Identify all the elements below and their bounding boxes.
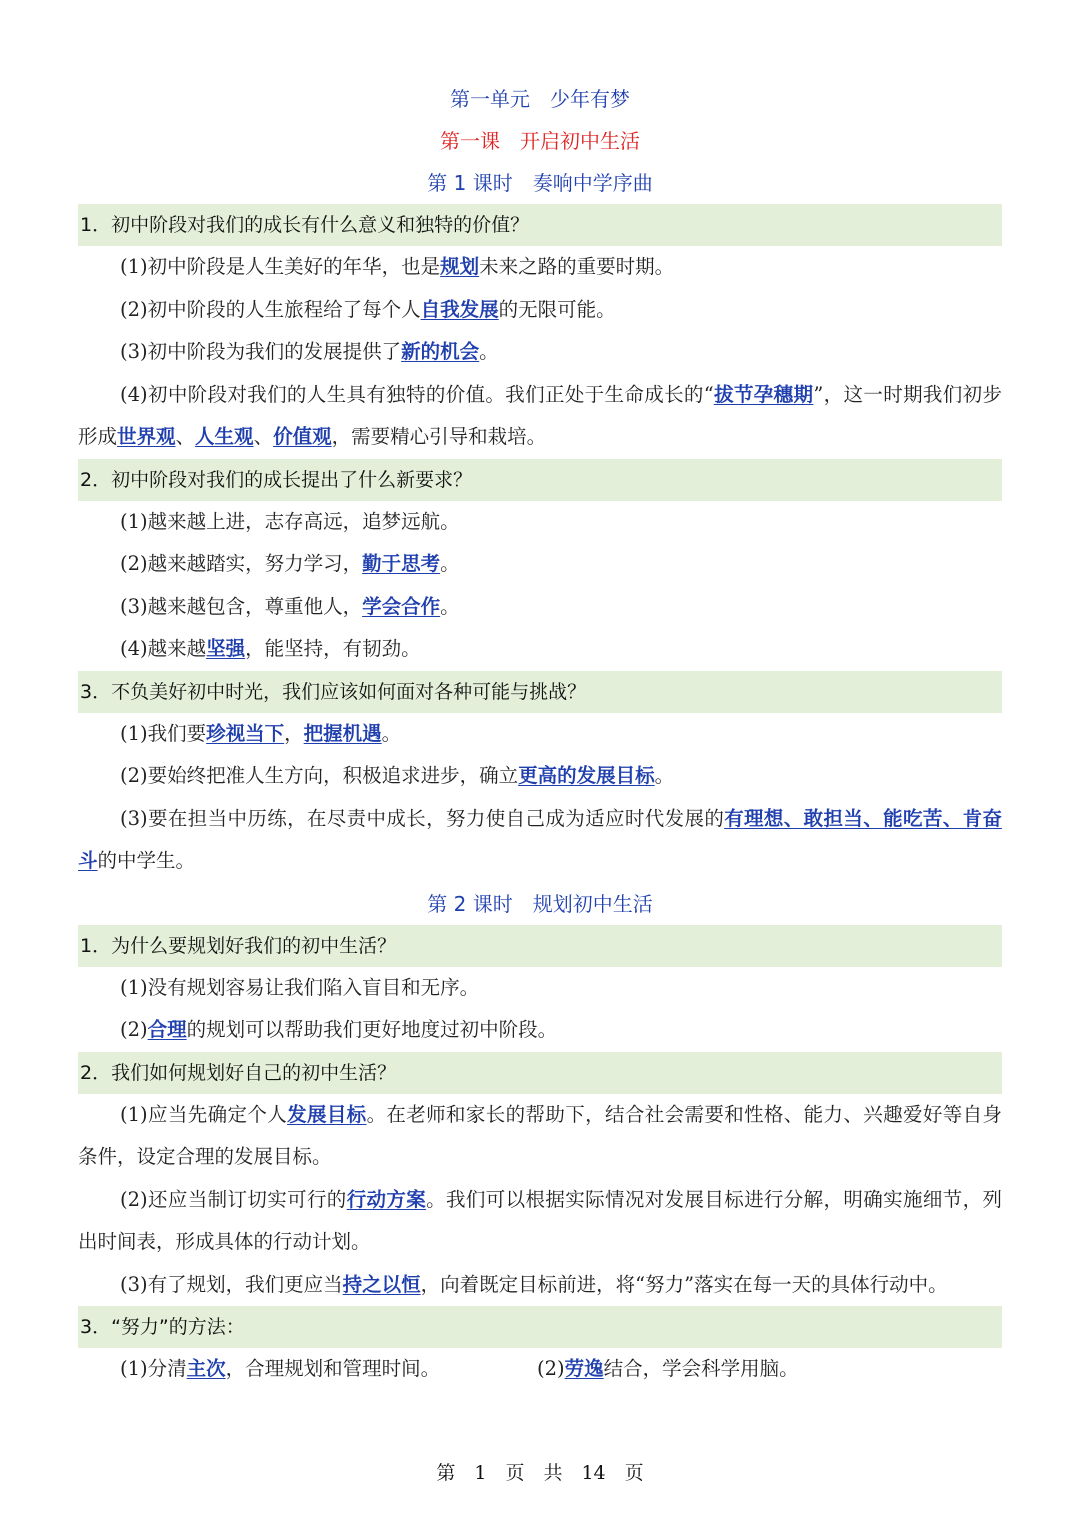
- keyword: 规划: [440, 255, 480, 278]
- lesson-title: 第一课 开启初中生活: [440, 129, 640, 153]
- answer-1-1-2: (2)初中阶段的人生旅程给了每个人自我发展的无限可能。: [120, 297, 616, 321]
- answer-2-3-row: [78, 1348, 1002, 1391]
- answer-2-3-2: (2)劳逸结合，学会科学用脑。: [537, 1357, 799, 1380]
- period-2-title: 第 2 课时 规划初中生活: [427, 891, 653, 916]
- keyword: 持之以恒: [342, 1272, 421, 1296]
- page-footer: 第 1 页 共 14 页: [436, 1462, 644, 1484]
- answer-1-1-1: (1)初中阶段是人生美好的年华，也是规划未来之路的重要时期。: [120, 255, 675, 278]
- answer-2-2-3: (3)有了规划，我们更应当持之以恒，向着既定目标前进，将“努力”落实在每一天的具体行动中。: [120, 1272, 948, 1296]
- keyword: 发展目标: [287, 1102, 367, 1126]
- keyword: 勤于思考: [362, 552, 441, 575]
- unit-title: 第一单元 少年有梦: [450, 87, 630, 111]
- answer-1-2-3: (3)越来越包含，尊重他人，学会合作。: [120, 594, 460, 618]
- question-1-2: 2．初中阶段对我们的成长提出了什么新要求？: [78, 459, 1002, 501]
- answer-2-1-1: (1)没有规划容易让我们陷入盲目和无序。: [120, 975, 480, 999]
- answer-1-1-4: (4)初中阶段对我们的人生具有独特的价值。我们正处于生命成长的“拔节孕穗期”，这一时期我们初步形成世界观、人生观、价值观，需要精心引导和栽培。: [78, 382, 1002, 448]
- keyword: 劳逸: [564, 1357, 604, 1380]
- keyword: 更高的发展目标: [518, 764, 655, 787]
- keyword: 把握机遇: [303, 721, 382, 745]
- answer-1-2-2: (2)越来越踏实，努力学习，勤于思考。: [120, 552, 460, 575]
- question-2-3: 3．“努力”的方法：: [78, 1306, 1002, 1348]
- period-1-title: 第 1 课时 奏响中学序曲: [427, 171, 653, 195]
- answer-1-1-3: (3)初中阶段为我们的发展提供了新的机会。: [120, 340, 499, 363]
- answer-2-2-1: (1)应当先确定个人发展目标。在老师和家长的帮助下，结合社会需要和性格、能力、兴趣爱好等自身条件，设定合理的发展目标。: [78, 1102, 1002, 1168]
- answer-2-3-1: (1)分清主次，合理规划和管理时间。: [120, 1357, 441, 1380]
- keyword: 世界观: [117, 425, 176, 448]
- answer-1-2-4: (4)越来越坚强，能坚持，有韧劲。: [120, 637, 421, 660]
- keyword: 有理想、敢担当、能吃苦、肯奋斗: [78, 806, 1002, 872]
- document-page: [78, 78, 1002, 1391]
- keyword: 珍视当下: [206, 721, 285, 745]
- keyword: 价值观: [273, 425, 332, 448]
- answer-2-1-2: (2)合理的规划可以帮助我们更好地度过初中阶段。: [120, 1018, 558, 1041]
- keyword: 行动方案: [346, 1187, 427, 1211]
- question-1-3: 3．不负美好初中时光，我们应该如何面对各种可能与挑战？: [78, 671, 1002, 713]
- keyword: 自我发展: [420, 297, 499, 321]
- answer-2-2-2: (2)还应当制订切实可行的行动方案。我们可以根据实际情况对发展目标进行分解，明确实施细节，列出时间表，形成具体的行动计划。: [78, 1187, 1002, 1253]
- keyword: 学会合作: [362, 594, 441, 618]
- keyword: 坚强: [206, 637, 246, 660]
- keyword: 人生观: [195, 425, 254, 448]
- question-2-2: 2．我们如何规划好自己的初中生活？: [78, 1052, 1002, 1094]
- answer-1-3-3: (3)要在担当中历练，在尽责中成长，努力使自己成为适应时代发展的有理想、敢担当、能吃苦、肯奋斗的中学生。: [78, 806, 1002, 872]
- keyword: 拔节孕穗期: [713, 382, 814, 406]
- question-1-1: 1．初中阶段对我们的成长有什么意义和独特的价值？: [78, 204, 1002, 246]
- question-2-1: 1．为什么要规划好我们的初中生活？: [78, 925, 1002, 967]
- answer-1-3-1: (1)我们要珍视当下，把握机遇。: [120, 721, 402, 745]
- keyword: 合理: [147, 1018, 187, 1041]
- keyword: 主次: [186, 1357, 226, 1380]
- answer-1-3-2: (2)要始终把准人生方向，积极追求进步，确立更高的发展目标。: [120, 764, 675, 787]
- answer-1-2-1: (1)越来越上进，志存高远，追梦远航。: [120, 509, 460, 533]
- keyword: 新的机会: [401, 340, 480, 363]
